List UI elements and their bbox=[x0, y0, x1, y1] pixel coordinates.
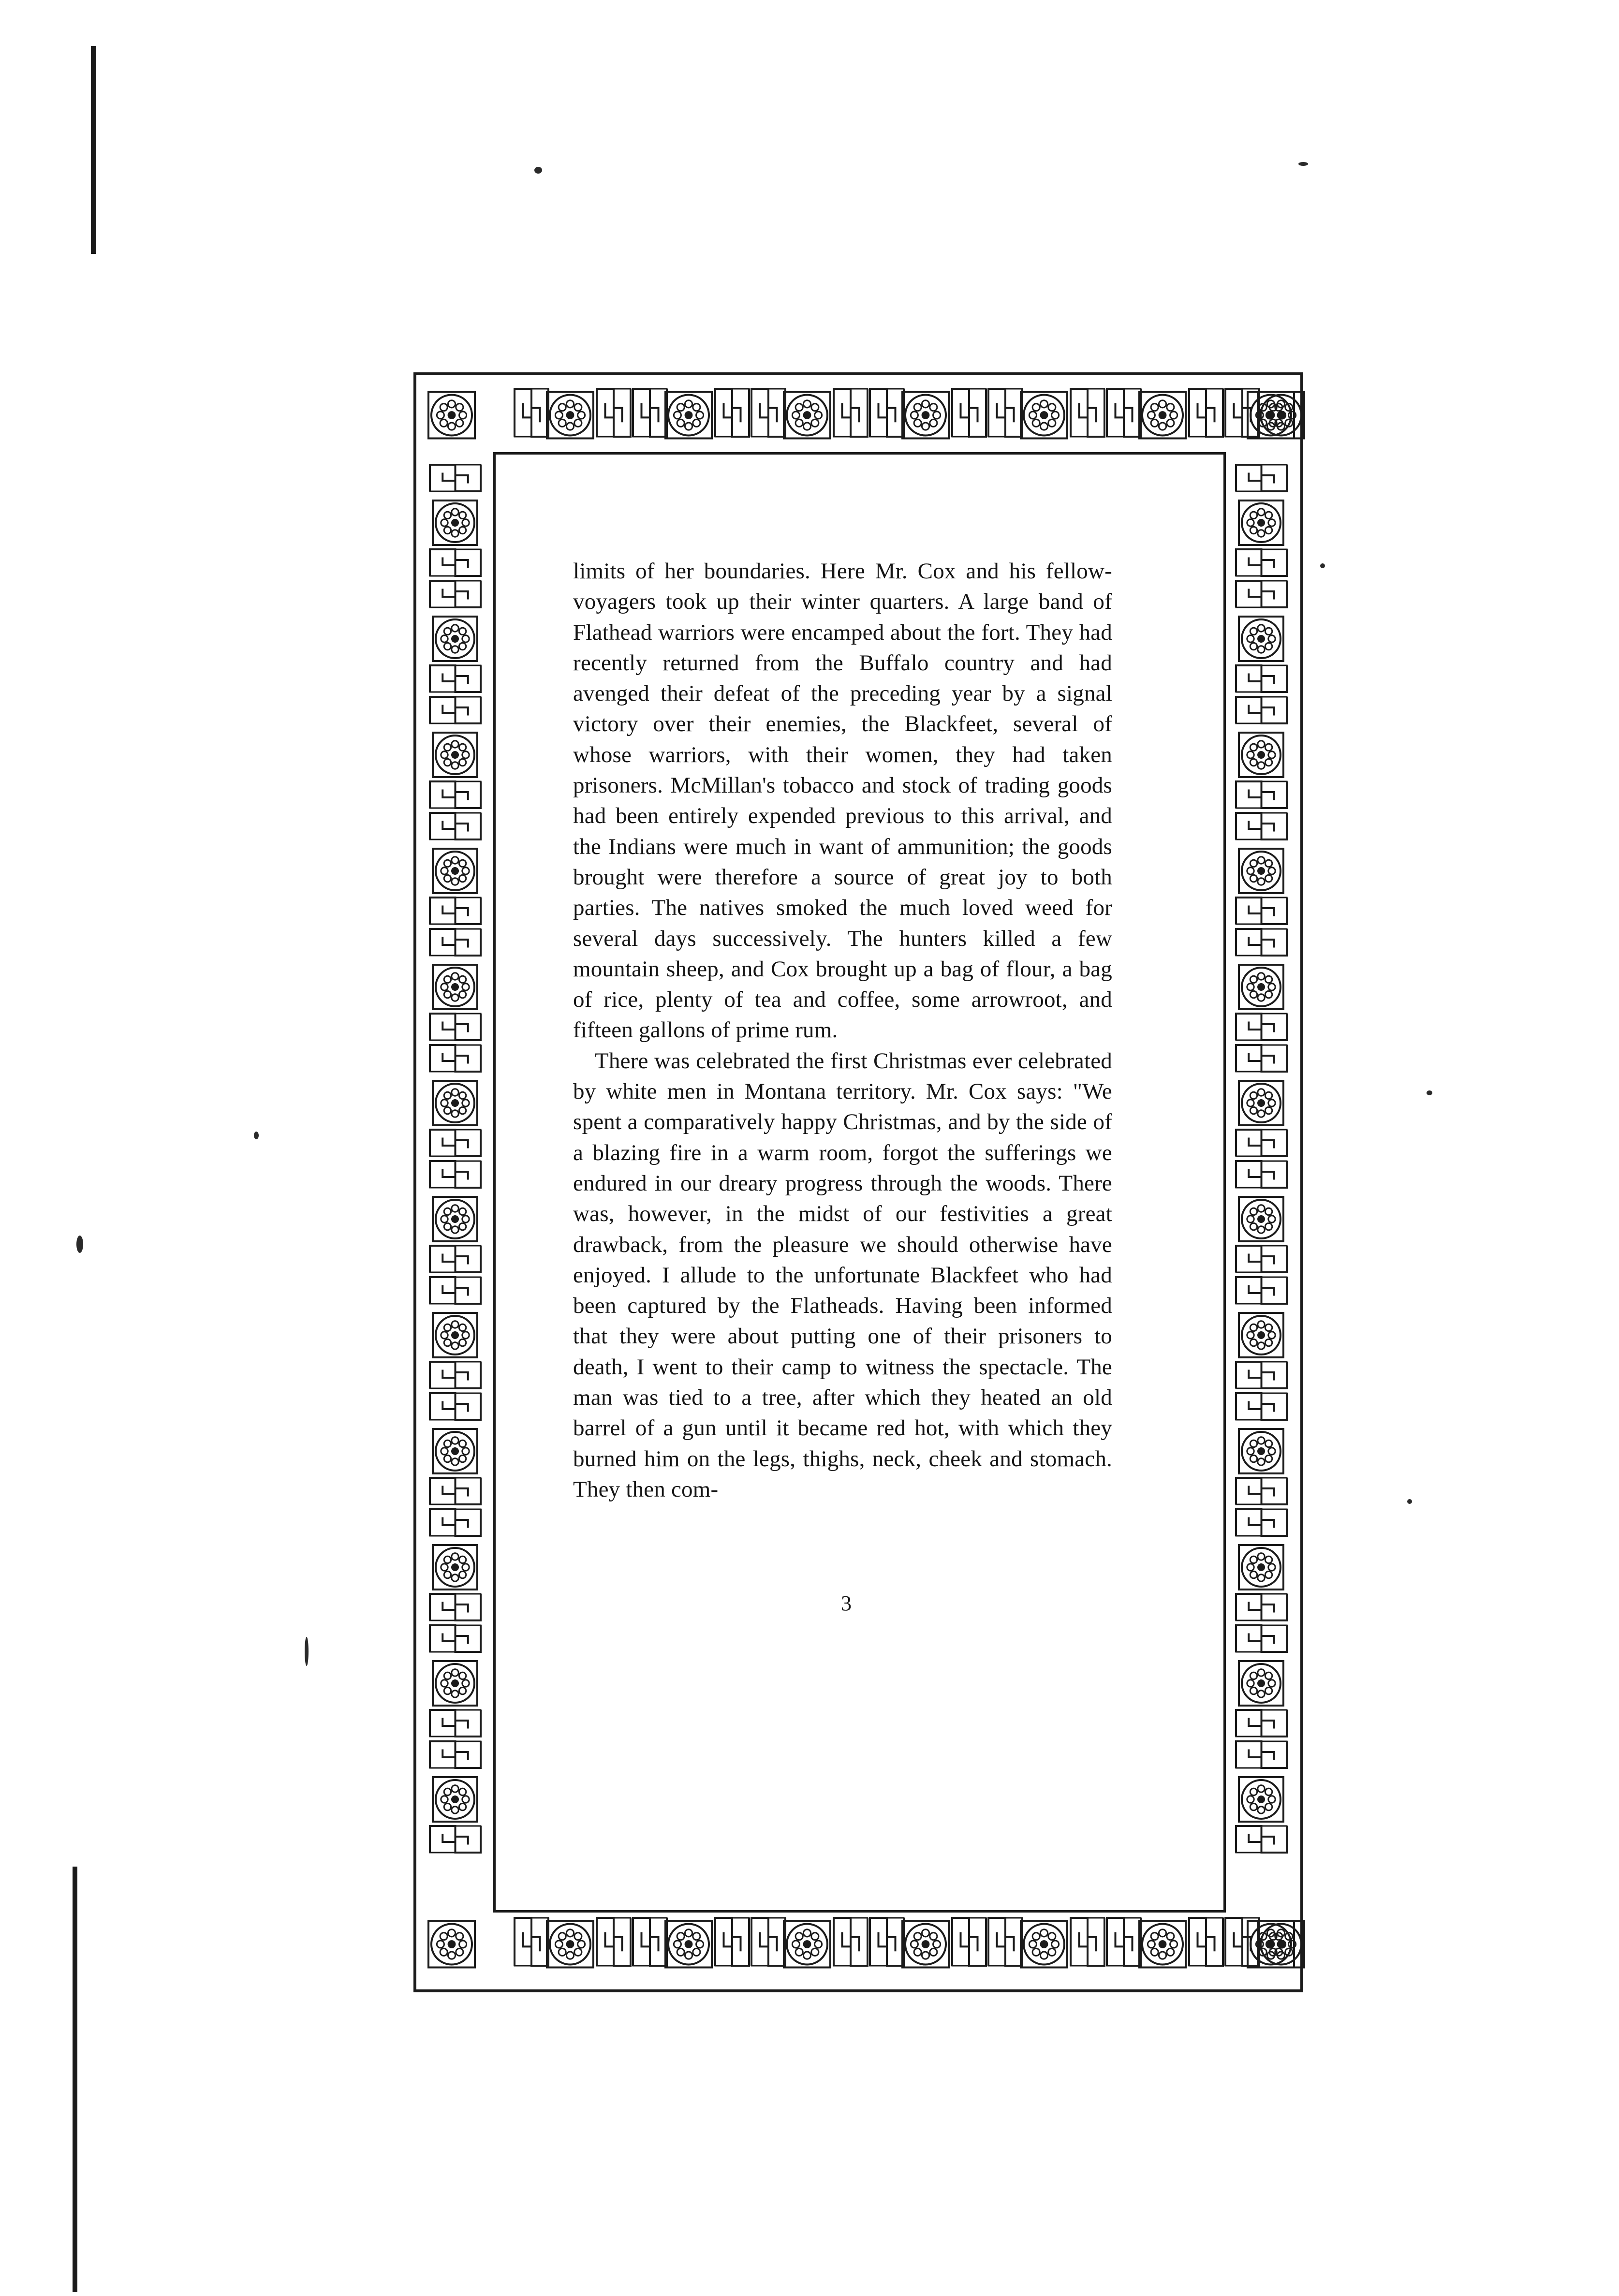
scan-speck bbox=[1427, 1090, 1432, 1095]
scan-speck bbox=[534, 167, 542, 174]
paragraph: There was celebrated the first Christmas ever celebrated by white men in Montana territory. Mr. Cox says: "We spent a comparatively happy Christmas, and by the side of a blazing fire in a warm room, forgot the sufferings we endured in our dreary progress through the woods. There was, however, in the midst of our festivities a great drawback, from the pleasure we should otherwise have enjoyed. I allude to the unfortunate Blackfeet who had been captured by the Flatheads. Having been informed that they were about putting one of their prisoners to death, I went to their camp to witness the spectacle. The man was tied to a tree, after which they heated an old barrel of a gun until it became red hot, with which they burned him on the legs, thighs, neck, cheek and stomach. They then com- bbox=[573, 1048, 1112, 1502]
scan-speck bbox=[1298, 162, 1308, 166]
paragraph: limits of her boundaries. Here Mr. Cox and his fellow-voyagers took up their winter quarters. A large band of Flathead warriors were encamped about the fort. They had recently returned from the Buffalo country and had avenged their defeat of the preceding year by a signal victory over their enemies, the Blackfeet, several of whose warriors, with their women, they had taken prisoners. McMillan's tobacco and stock of trading goods had been entirely expended previous to this arrival, and the Indians were much in want of ammunition; the goods brought were therefore a source of great joy to both parties. The natives smoked the much loved weed for several days successively. The hunters killed a few mountain sheep, and Cox brought up a bag of flour, a bag of rice, plenty of tea and coffee, some arrowroot, and fifteen gallons of prime rum. bbox=[573, 559, 1112, 1043]
body-text bbox=[573, 556, 1112, 1505]
scan-speck bbox=[76, 1236, 83, 1253]
scan-left-edge-top bbox=[91, 46, 96, 254]
scan-speck bbox=[254, 1132, 259, 1139]
scan-speck bbox=[305, 1637, 309, 1666]
scan-speck bbox=[1320, 563, 1325, 568]
scan-left-edge-bottom bbox=[73, 1867, 77, 2292]
page-number: 3 bbox=[841, 1591, 852, 1615]
scan-speck bbox=[1407, 1499, 1412, 1504]
